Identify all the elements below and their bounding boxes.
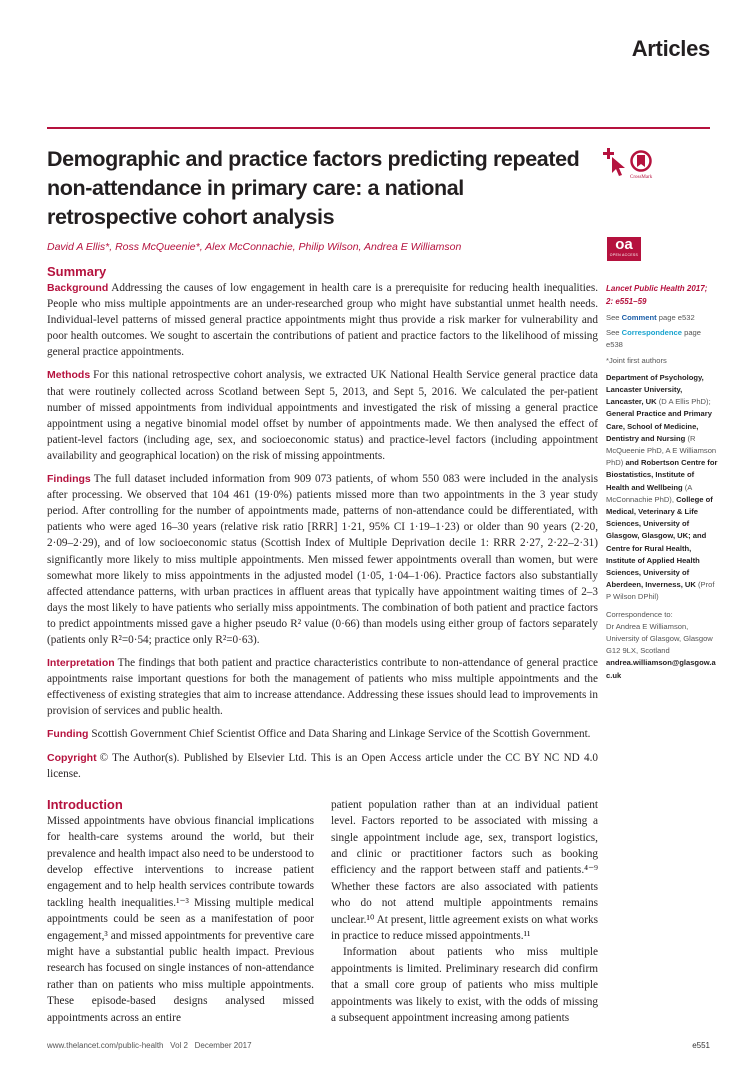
section-text: The full dataset included information from 909 073 patients, of whom 550 083 were included in the analysis after processing. We observed that 104 461 (19·0%) patients missed more than two appointments in the 3 year study period. After controlling for the number of appointments made, patterns of non-attendance could be differentiated, with patients who were aged 16–30 years (relative risk ratio [RRR] 1·21, 95% CI 1·19–1·23) or older than 90 years (2·20, 2·09–2·29), and of low socioeconomic status (Scottish Index of Multiple Deprivation decile 1: RRR 2·27, 2·22–2·31) significantly more likely to miss multiple appointments. Men missed fewer appointments overall than women, but were somewhat more likely to miss appointments in the adjusted model (1·05, 1·04–1·06). Practice factors also substantially affected attendance patterns, with urban practices in affluent areas that typically have appointment waiting times of 2–3 days the most likely to have patients who serially miss appointments. The combination of both patient and practice factors to predict appointments missed gave a higher pseudo R² value (0·66) than models using either group of factors separately (patients only R²=0·54; practice only R²=0·63). xyxy=(47,473,598,646)
correspondence: Correspondence to: Dr Andrea E Williamson, University of Glasgow, Glasgow G12 9LX, Scotland andrea.williamson@glasgow.ac.uk xyxy=(606,609,716,680)
author-list: David A Ellis*, Ross McQueenie*, Alex McConnachie, Philip Wilson, Andrea E Williamson xyxy=(47,241,462,253)
abstract-methods xyxy=(47,367,598,464)
section-label: Funding xyxy=(47,728,89,741)
section-text: © The Author(s). Published by Elsevier Ltd. This is an Open Access article under the CC BY NC ND 4.0 license. xyxy=(47,751,598,780)
crossmark-label: CrossMark xyxy=(630,175,653,180)
affiliations: Department of Psychology, Lancaster University, Lancaster, UK (D A Ellis PhD); General Practice and Primary Care, School of Medicine, Dentistry and Nursing (R McQueenie PhD, A E Williamson PhD) and Robertson Centre for Biostatistics, Institute of Health and Wellbeing (A McConnachie PhD), College of Medical, Veterinary & Life Sciences, University of Glasgow, Glasgow, UK; and Centre for Rural Health, Institute of Applied Health Sciences, University of Aberdeen, Inverness, UK (Prof P Wilson DPhil) xyxy=(606,372,718,602)
paragraph: Information about patients who miss multiple appointments is limited. Preliminary research did confirm that a small core group of patients who miss multiple appointments was likely to exist, with the odds of missing a subsequent appointment increasing among patients xyxy=(331,946,598,1024)
citation: Lancet Public Health 2017; 2: e551–59 xyxy=(606,284,708,306)
section-text: The findings that both patient and practice characteristics contribute to non-attendance of general practice appointments raise important questions for both the management of patients who miss multiple appointments and the effectiveness of existing strategies that aim to increase attendance. Addressing these issues should lead to improvements in provision of services and public health. xyxy=(47,657,598,718)
joint-authors-note: *Joint first authors xyxy=(606,355,667,365)
section-label: Background xyxy=(47,282,109,294)
section-text: Scottish Government Chief Scientist Office and Data Sharing and Linkage Service of the Scottish Government. xyxy=(91,728,591,741)
footer-journal: www.thelancet.com/public-health Vol 2 December 2017 xyxy=(47,1041,252,1051)
paragraph: Missed appointments have obvious financial implications for health-care systems around the world, but their prevalence and health impact also need to be understood to develop effective interventions to increase patient engagement and to help health services contribute towards tackling health inequalities.¹⁻³ Missing multiple medical appointments could be seen as a manifestation of poor engagement,³ and missed appointments for preventive care might have a substantial public health impact. Previous research has focused on single instances of non-attendance rather than on patients who miss multiple appointments. These episode-based designs analysed missed appointments across an entire xyxy=(47,814,314,1024)
introduction xyxy=(47,789,598,1027)
footer xyxy=(47,1040,710,1051)
section-label: Methods xyxy=(47,369,91,382)
section-label: Findings xyxy=(47,473,91,486)
see-correspondence: See Correspondence page e538 xyxy=(606,328,702,350)
summary-heading: Summary xyxy=(47,264,107,279)
open-access-badge xyxy=(607,237,641,261)
abstract-findings xyxy=(47,471,598,648)
comment-link[interactable]: Comment xyxy=(621,313,657,322)
article-title: Demographic and practice factors predicting repeated non-attendance in primary care: a national retrospective cohort analysis xyxy=(47,147,580,229)
section-label: Copyright xyxy=(47,751,97,764)
oa-logo-subtext: OPEN ACCESS xyxy=(609,253,639,257)
abstract-funding xyxy=(47,726,598,742)
see-comment: See Comment page e532 xyxy=(606,313,695,322)
introduction-column-1 xyxy=(47,789,314,1026)
sidebar xyxy=(606,282,718,685)
abstract-background xyxy=(47,280,598,360)
crossmark-icon xyxy=(630,150,652,172)
abstract-copyright xyxy=(47,750,598,782)
section-text: For this national retrospective cohort analysis, we extracted UK National Health Service general practice data that were routinely collected across Scotland between Sept 5, 2013, and Sept 5, 2016. We calculated the per-patient number of missed appointments from individual appointments and investigated the risk of missing a general practice appointment using a negative binomial model offset by number of appointments made. We then analysed the effect of patient-level factors (including age, sex, and socioeconomic status) and practice-level factors (including appointment availability and geographical location) on the risk of missing appointments. xyxy=(47,369,598,462)
page-number: e551 xyxy=(692,1041,710,1051)
email-link[interactable]: andrea.williamson@glasgow.ac.uk xyxy=(606,658,716,680)
section-label: Interpretation xyxy=(47,657,115,670)
correspondence-link[interactable]: Correspondence xyxy=(621,328,682,338)
introduction-heading: Introduction xyxy=(47,796,123,812)
crossmark-badge[interactable] xyxy=(630,150,652,181)
abstract-interpretation xyxy=(47,655,598,719)
section-text: Addressing the causes of low engagement in health care is a prerequisite for reducing health inequalities. People who miss multiple appointments are an under-researched group who might have substantial unmet health needs. Individual-level patterns of missed general practice appointments might thus provide a risk marker for vulnerability and poor health outcomes. We sought to ascertain the contributions of patient and practice factors to the likelihood of missing general practice appointments. xyxy=(47,282,598,359)
check-for-updates-icon[interactable] xyxy=(603,148,627,183)
introduction-column-2 xyxy=(331,797,598,1027)
oa-logo-text: oa xyxy=(615,236,633,253)
paragraph: patient population rather than at an individual patient level. Factors reported to be associated with missing a single appointment include age, sex, transport logistics, and clinic or practitioner factors such as booking efficiency and the rapport between staff and patients.⁴⁻⁹ Whether these factors are also associated with patients who do not attend multiple appointments remains unclear.¹⁰ At present, little agreement exists on what works in practice to reduce missed appointments.¹¹ xyxy=(331,798,598,942)
section-label: Articles xyxy=(631,36,710,61)
